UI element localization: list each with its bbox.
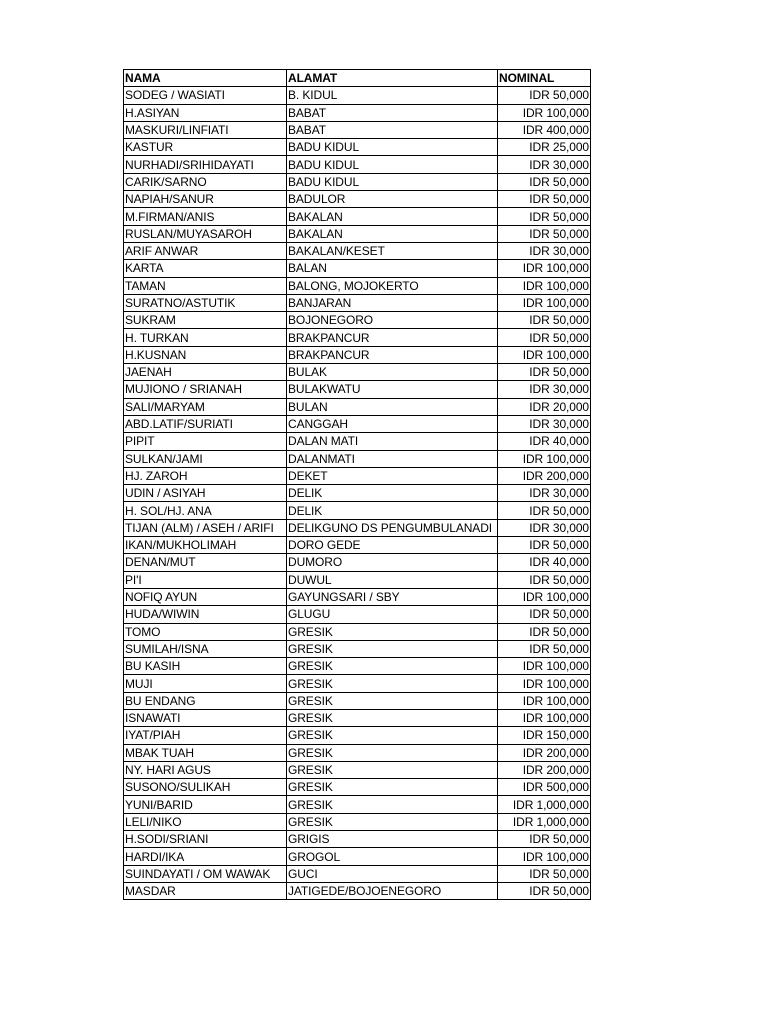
cell-alamat: DELIK (287, 502, 498, 519)
cell-nominal: IDR 200,000 (498, 744, 591, 761)
cell-alamat: DEKET (287, 467, 498, 484)
cell-alamat: BAKALAN (287, 225, 498, 242)
cell-nominal: IDR 25,000 (498, 139, 591, 156)
cell-nominal: IDR 30,000 (498, 519, 591, 536)
cell-nama: TAMAN (124, 277, 287, 294)
table-row (124, 640, 591, 657)
cell-nama: SODEG / WASIATI (124, 87, 287, 104)
cell-nominal: IDR 50,000 (498, 225, 591, 242)
table-row (124, 813, 591, 830)
cell-nominal: IDR 200,000 (498, 467, 591, 484)
cell-nama: SALI/MARYAM (124, 398, 287, 415)
table-row (124, 709, 591, 726)
cell-alamat: GRESIK (287, 813, 498, 830)
cell-nominal: IDR 40,000 (498, 554, 591, 571)
table-row (124, 761, 591, 778)
cell-nama: JAENAH (124, 364, 287, 381)
cell-nama: H.SODI/SRIANI (124, 831, 287, 848)
cell-nominal: IDR 20,000 (498, 398, 591, 415)
cell-alamat: DALANMATI (287, 450, 498, 467)
cell-alamat: BADU KIDUL (287, 139, 498, 156)
table-row (124, 623, 591, 640)
cell-alamat: BANJARAN (287, 294, 498, 311)
cell-nama: H.KUSNAN (124, 346, 287, 363)
table-row (124, 727, 591, 744)
table-row (124, 658, 591, 675)
cell-alamat: GROGOL (287, 848, 498, 865)
cell-nominal: IDR 50,000 (498, 329, 591, 346)
cell-nominal: IDR 50,000 (498, 882, 591, 899)
cell-nominal: IDR 50,000 (498, 865, 591, 882)
cell-nominal: IDR 100,000 (498, 658, 591, 675)
cell-alamat: GRESIK (287, 709, 498, 726)
cell-nama: ABD.LATIF/SURIATI (124, 415, 287, 432)
cell-nama: BU ENDANG (124, 692, 287, 709)
cell-alamat: BRAKPANCUR (287, 329, 498, 346)
cell-nama: SUSONO/SULIKAH (124, 779, 287, 796)
cell-nominal: IDR 50,000 (498, 191, 591, 208)
cell-nama: SUKRAM (124, 312, 287, 329)
table-row (124, 139, 591, 156)
cell-nominal: IDR 30,000 (498, 156, 591, 173)
table-body (124, 87, 591, 900)
cell-alamat: GRESIK (287, 675, 498, 692)
table-row (124, 675, 591, 692)
cell-alamat: GRESIK (287, 727, 498, 744)
table-row (124, 294, 591, 311)
table-row (124, 796, 591, 813)
table-row (124, 364, 591, 381)
cell-alamat: GRESIK (287, 640, 498, 657)
cell-nama: PI'I (124, 571, 287, 588)
cell-nominal: IDR 200,000 (498, 761, 591, 778)
cell-nama: IKAN/MUKHOLIMAH (124, 537, 287, 554)
cell-nominal: IDR 30,000 (498, 415, 591, 432)
cell-nama: KASTUR (124, 139, 287, 156)
table-row (124, 450, 591, 467)
cell-nominal: IDR 50,000 (498, 173, 591, 190)
cell-nama: H. SOL/HJ. ANA (124, 502, 287, 519)
cell-alamat: DALAN MATI (287, 433, 498, 450)
cell-alamat: GRESIK (287, 658, 498, 675)
table-row (124, 381, 591, 398)
cell-alamat: BAKALAN (287, 208, 498, 225)
table-row (124, 467, 591, 484)
header-nominal: NOMINAL (498, 70, 591, 87)
cell-alamat: B. KIDUL (287, 87, 498, 104)
cell-alamat: BABAT (287, 121, 498, 138)
table-row (124, 519, 591, 536)
cell-nama: NY. HARI AGUS (124, 761, 287, 778)
table-row (124, 554, 591, 571)
cell-alamat: GAYUNGSARI / SBY (287, 588, 498, 605)
table-row (124, 398, 591, 415)
header-row (124, 70, 591, 87)
cell-nominal: IDR 1,000,000 (498, 796, 591, 813)
cell-nama: M.FIRMAN/ANIS (124, 208, 287, 225)
cell-nama: HARDI/IKA (124, 848, 287, 865)
cell-nama: MUJIONO / SRIANAH (124, 381, 287, 398)
table-row (124, 433, 591, 450)
cell-alamat: BOJONEGORO (287, 312, 498, 329)
cell-alamat: BULAN (287, 398, 498, 415)
cell-nominal: IDR 50,000 (498, 87, 591, 104)
cell-nominal: IDR 40,000 (498, 433, 591, 450)
cell-nama: MASKURI/LINFIATI (124, 121, 287, 138)
cell-nominal: IDR 50,000 (498, 502, 591, 519)
table-row (124, 121, 591, 138)
table-row (124, 744, 591, 761)
table-row (124, 277, 591, 294)
cell-nama: NURHADI/SRIHIDAYATI (124, 156, 287, 173)
cell-nama: TIJAN (ALM) / ASEH / ARIFI (124, 519, 287, 536)
cell-alamat: GLUGU (287, 606, 498, 623)
table-row (124, 537, 591, 554)
cell-nominal: IDR 100,000 (498, 450, 591, 467)
cell-nominal: IDR 100,000 (498, 294, 591, 311)
table-row (124, 882, 591, 899)
cell-nominal: IDR 1,000,000 (498, 813, 591, 830)
cell-alamat: GRIGIS (287, 831, 498, 848)
table-row (124, 779, 591, 796)
cell-nominal: IDR 30,000 (498, 381, 591, 398)
cell-nama: SUMILAH/ISNA (124, 640, 287, 657)
cell-alamat: DORO GEDE (287, 537, 498, 554)
cell-nama: MUJI (124, 675, 287, 692)
cell-nominal: IDR 100,000 (498, 692, 591, 709)
table-row (124, 346, 591, 363)
cell-alamat: DELIK (287, 485, 498, 502)
table-row (124, 329, 591, 346)
cell-nominal: IDR 100,000 (498, 675, 591, 692)
cell-nominal: IDR 50,000 (498, 831, 591, 848)
cell-nama: SUINDAYATI / OM WAWAK (124, 865, 287, 882)
table-row (124, 848, 591, 865)
cell-nominal: IDR 100,000 (498, 277, 591, 294)
cell-alamat: BALONG, MOJOKERTO (287, 277, 498, 294)
table-row (124, 87, 591, 104)
cell-nominal: IDR 150,000 (498, 727, 591, 744)
cell-nominal: IDR 50,000 (498, 312, 591, 329)
cell-nama: MBAK TUAH (124, 744, 287, 761)
cell-nama: ISNAWATI (124, 709, 287, 726)
cell-alamat: DUMORO (287, 554, 498, 571)
table-row (124, 571, 591, 588)
cell-nama: ARIF ANWAR (124, 242, 287, 259)
table-row (124, 225, 591, 242)
cell-nama: SULKAN/JAMI (124, 450, 287, 467)
cell-nominal: IDR 100,000 (498, 104, 591, 121)
cell-nama: NAPIAH/SANUR (124, 191, 287, 208)
cell-nominal: IDR 50,000 (498, 537, 591, 554)
cell-nama: HUDA/WIWIN (124, 606, 287, 623)
cell-nominal: IDR 50,000 (498, 606, 591, 623)
cell-nama: CARIK/SARNO (124, 173, 287, 190)
cell-nominal: IDR 100,000 (498, 848, 591, 865)
table-row (124, 260, 591, 277)
table-row (124, 485, 591, 502)
cell-nominal: IDR 30,000 (498, 242, 591, 259)
cell-nama: YUNI/BARID (124, 796, 287, 813)
cell-alamat: BABAT (287, 104, 498, 121)
cell-alamat: BRAKPANCUR (287, 346, 498, 363)
cell-alamat: BAKALAN/KESET (287, 242, 498, 259)
table-row (124, 191, 591, 208)
cell-nama: H. TURKAN (124, 329, 287, 346)
cell-alamat: DELIKGUNO DS PENGUMBULANADI (287, 519, 498, 536)
cell-nominal: IDR 50,000 (498, 640, 591, 657)
cell-nominal: IDR 400,000 (498, 121, 591, 138)
cell-alamat: GUCI (287, 865, 498, 882)
cell-nama: NOFIQ AYUN (124, 588, 287, 605)
cell-nama: HJ. ZAROH (124, 467, 287, 484)
cell-alamat: BADU KIDUL (287, 156, 498, 173)
cell-nama: KARTA (124, 260, 287, 277)
cell-nama: DENAN/MUT (124, 554, 287, 571)
table-row (124, 415, 591, 432)
cell-nama: RUSLAN/MUYASAROH (124, 225, 287, 242)
donation-table (123, 69, 591, 900)
cell-alamat: BALAN (287, 260, 498, 277)
cell-alamat: DUWUL (287, 571, 498, 588)
cell-nominal: IDR 100,000 (498, 260, 591, 277)
cell-nominal: IDR 100,000 (498, 346, 591, 363)
cell-alamat: BADULOR (287, 191, 498, 208)
table-row (124, 831, 591, 848)
cell-nama: MASDAR (124, 882, 287, 899)
cell-alamat: GRESIK (287, 796, 498, 813)
cell-nominal: IDR 30,000 (498, 485, 591, 502)
cell-alamat: GRESIK (287, 623, 498, 640)
header-alamat: ALAMAT (287, 70, 498, 87)
table-row (124, 208, 591, 225)
header-nama: NAMA (124, 70, 287, 87)
cell-nama: UDIN / ASIYAH (124, 485, 287, 502)
cell-alamat: GRESIK (287, 692, 498, 709)
cell-nama: BU KASIH (124, 658, 287, 675)
cell-alamat: BULAKWATU (287, 381, 498, 398)
cell-nama: LELI/NIKO (124, 813, 287, 830)
cell-alamat: GRESIK (287, 761, 498, 778)
table-row (124, 173, 591, 190)
cell-nama: IYAT/PIAH (124, 727, 287, 744)
table-row (124, 104, 591, 121)
cell-alamat: GRESIK (287, 779, 498, 796)
table-row (124, 588, 591, 605)
cell-nama: PIPIT (124, 433, 287, 450)
cell-nominal: IDR 50,000 (498, 571, 591, 588)
cell-alamat: JATIGEDE/BOJOENEGORO (287, 882, 498, 899)
table-header (124, 70, 591, 87)
table-row (124, 242, 591, 259)
cell-nama: SURATNO/ASTUTIK (124, 294, 287, 311)
table-row (124, 606, 591, 623)
cell-alamat: BULAK (287, 364, 498, 381)
cell-nominal: IDR 500,000 (498, 779, 591, 796)
cell-nama: H.ASIYAN (124, 104, 287, 121)
cell-alamat: CANGGAH (287, 415, 498, 432)
table-row (124, 502, 591, 519)
cell-nominal: IDR 50,000 (498, 364, 591, 381)
cell-nominal: IDR 100,000 (498, 709, 591, 726)
table-row (124, 865, 591, 882)
cell-nominal: IDR 100,000 (498, 588, 591, 605)
cell-alamat: GRESIK (287, 744, 498, 761)
table-row (124, 156, 591, 173)
cell-alamat: BADU KIDUL (287, 173, 498, 190)
table-row (124, 692, 591, 709)
cell-nominal: IDR 50,000 (498, 623, 591, 640)
cell-nominal: IDR 50,000 (498, 208, 591, 225)
cell-nama: TOMO (124, 623, 287, 640)
table-row (124, 312, 591, 329)
